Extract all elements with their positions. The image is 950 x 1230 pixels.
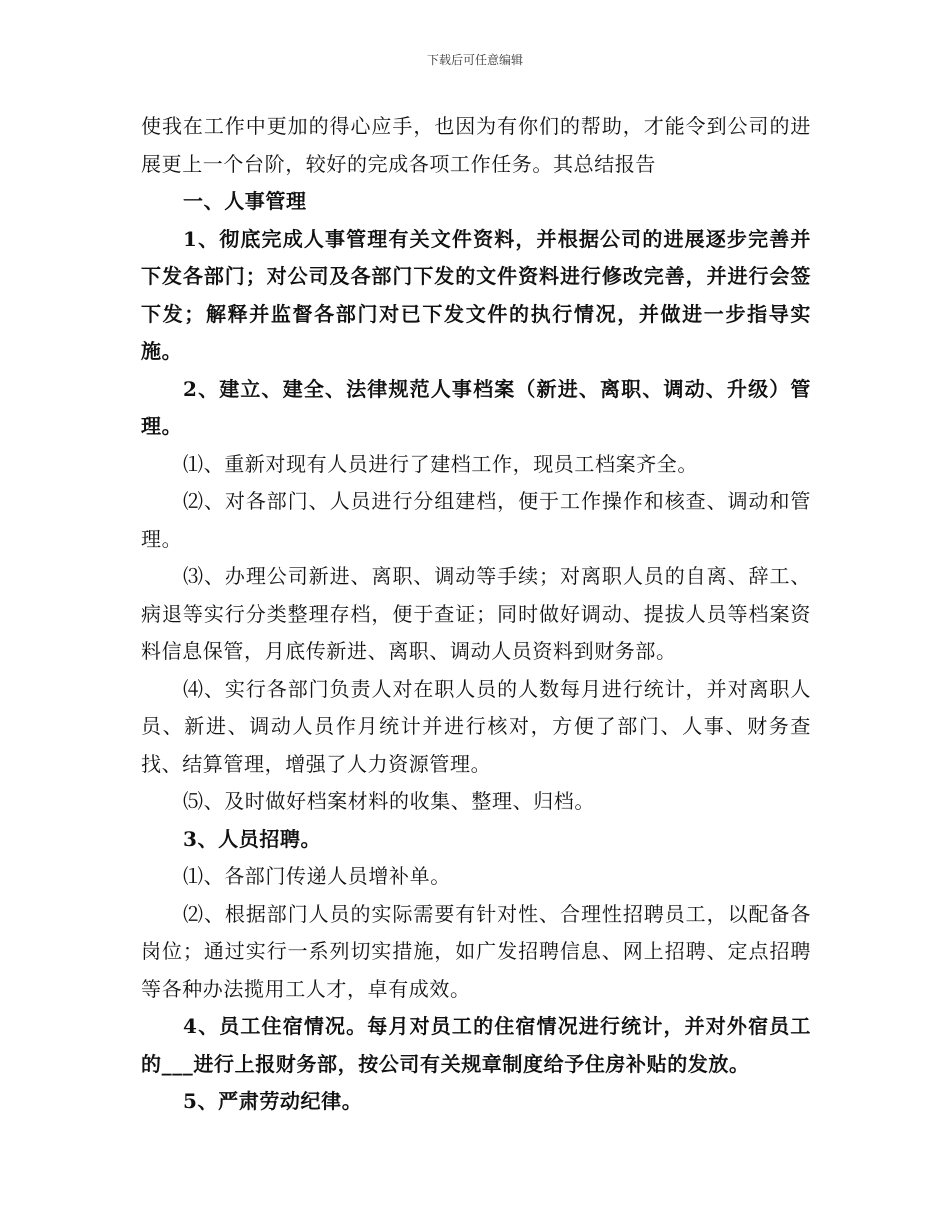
paragraph-subitem-4: ⑷、实行各部门负责人对在职人员的人数每月进行统计，并对离职人员、新进、调动人员作月统计并进行核对，方便了部门、人事、财务查找、结算管理，增强了人力资源管理。	[141, 676, 811, 776]
paragraph-item-1: 1、彻底完成人事管理有关文件资料，并根据公司的进展逐步完善并下发各部门；对公司及各部门下发的文件资料进行修改完善，并进行会签下发；解释并监督各部门对已下发文件的执行情况，并做进一步指导实施。	[141, 226, 811, 363]
paragraph-item-5: 5、严肃劳动纪律。	[183, 1089, 363, 1113]
document-body	[141, 108, 811, 1121]
page-header: 下载后可任意编辑	[426, 53, 523, 67]
paragraph-item-3: 3、人员招聘。	[183, 826, 322, 851]
paragraph-recruit-subitem-2: ⑵、根据部门人员的实际需要有针对性、合理性招聘员工，以配备各岗位；通过实行一系列切实措施，如广发招聘信息、网上招聘、定点招聘等各种办法揽用工人才，卓有成效。	[141, 901, 811, 1001]
paragraph-item-2: 2、建立、建全、法律规范人事档案（新进、离职、调动、升级）管理。	[141, 376, 811, 438]
paragraph-subitem-3: ⑶、办理公司新进、离职、调动等手续；对离职人员的自离、辞工、病退等实行分类整理存档，便于查证；同时做好调动、提拔人员等档案资料信息保管，月底传新进、离职、调动人员资料到财务部。	[141, 564, 811, 663]
paragraph-subitem-2: ⑵、对各部门、人员进行分组建档，便于工作操作和核查、调动和管理。	[141, 489, 811, 551]
paragraph-item-4: 4、员工住宿情况。每月对员工的住宿情况进行统计，并对外宿员工的___进行上报财务部，按公司有关规章制度给予住房补贴的发放。	[141, 1014, 811, 1076]
paragraph-subitem-5: ⑸、及时做好档案材料的收集、整理、归档。	[183, 789, 595, 813]
paragraph-subitem-1: ⑴、重新对现有人员进行了建档工作，现员工档案齐全。	[183, 451, 698, 476]
paragraph-recruit-subitem-1: ⑴、各部门传递人员增补单。	[183, 864, 451, 888]
section-heading-personnel: 一、人事管理	[183, 189, 307, 213]
paragraph-intro: 使我在工作中更加的得心应手，也因为有你们的帮助，才能令到公司的进展更上一个台阶，较好的完成各项工作任务。其总结报告	[141, 114, 811, 176]
